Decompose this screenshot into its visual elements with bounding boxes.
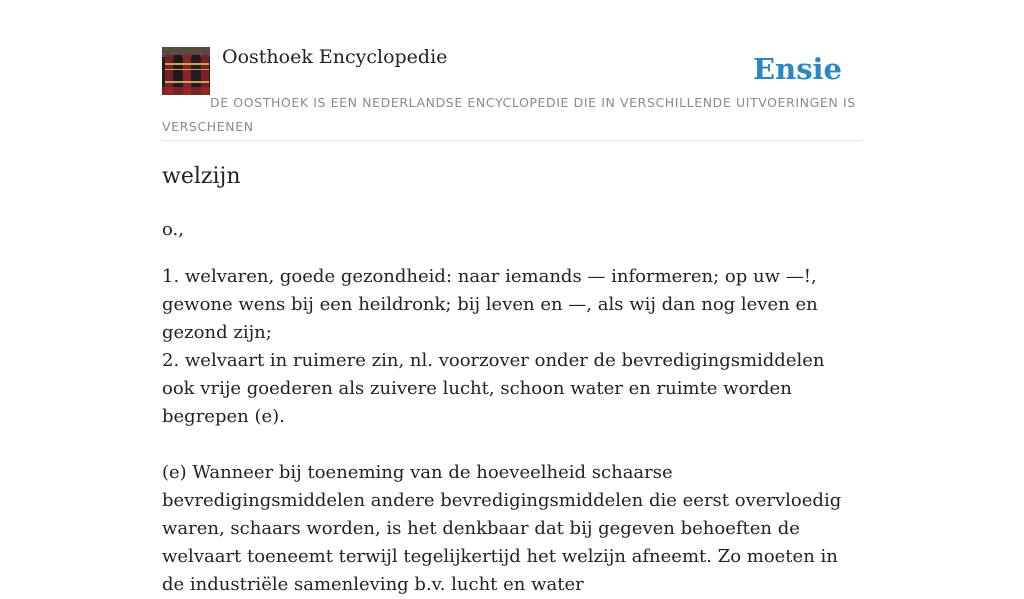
site-avatar[interactable]	[162, 47, 210, 95]
definition-note: (e) Wanneer bij toeneming van de hoeveelheid schaarse bevredigingsmiddelen andere bevredigingsmiddelen die eerst overvloedig waren, schaars worden, is het denkbaar dat bij gegeven behoeften de welvaart toeneemt terwijl tegelijkertijd het welzijn afneemt. Zo moeten in de industriële samenleving b.v. lucht en water	[162, 462, 842, 595]
entry-definitions	[162, 263, 862, 599]
page	[162, 0, 862, 595]
site-header	[162, 0, 862, 141]
encyclopedia-books-icon	[162, 47, 210, 95]
entry-title: welzijn	[162, 164, 241, 189]
entry-grammar: o.,	[162, 219, 184, 240]
site-description: DE OOSTHOEK IS EEN NEDERLANDSE ENCYCLOPEDIE DIE IN VERSCHILLENDE UITVOERINGEN IS VERSCHENEN	[162, 95, 856, 134]
definition-2: 2. welvaart in ruimere zin, nl. voorzover onder de bevredigingsmiddelen ook vrije goederen als zuivere lucht, schoon water en ruimte worden begrepen (e).	[162, 350, 825, 427]
brand-logo-link[interactable]: Ensie	[753, 52, 842, 86]
site-name-link[interactable]: Oosthoek Encyclopedie	[222, 46, 448, 68]
definition-1: 1. welvaren, goede gezondheid: naar iemands — informeren; op uw —!, gewone wens bij een heildronk; bij leven en —, als wij dan nog leven en gezond zijn;	[162, 266, 818, 343]
